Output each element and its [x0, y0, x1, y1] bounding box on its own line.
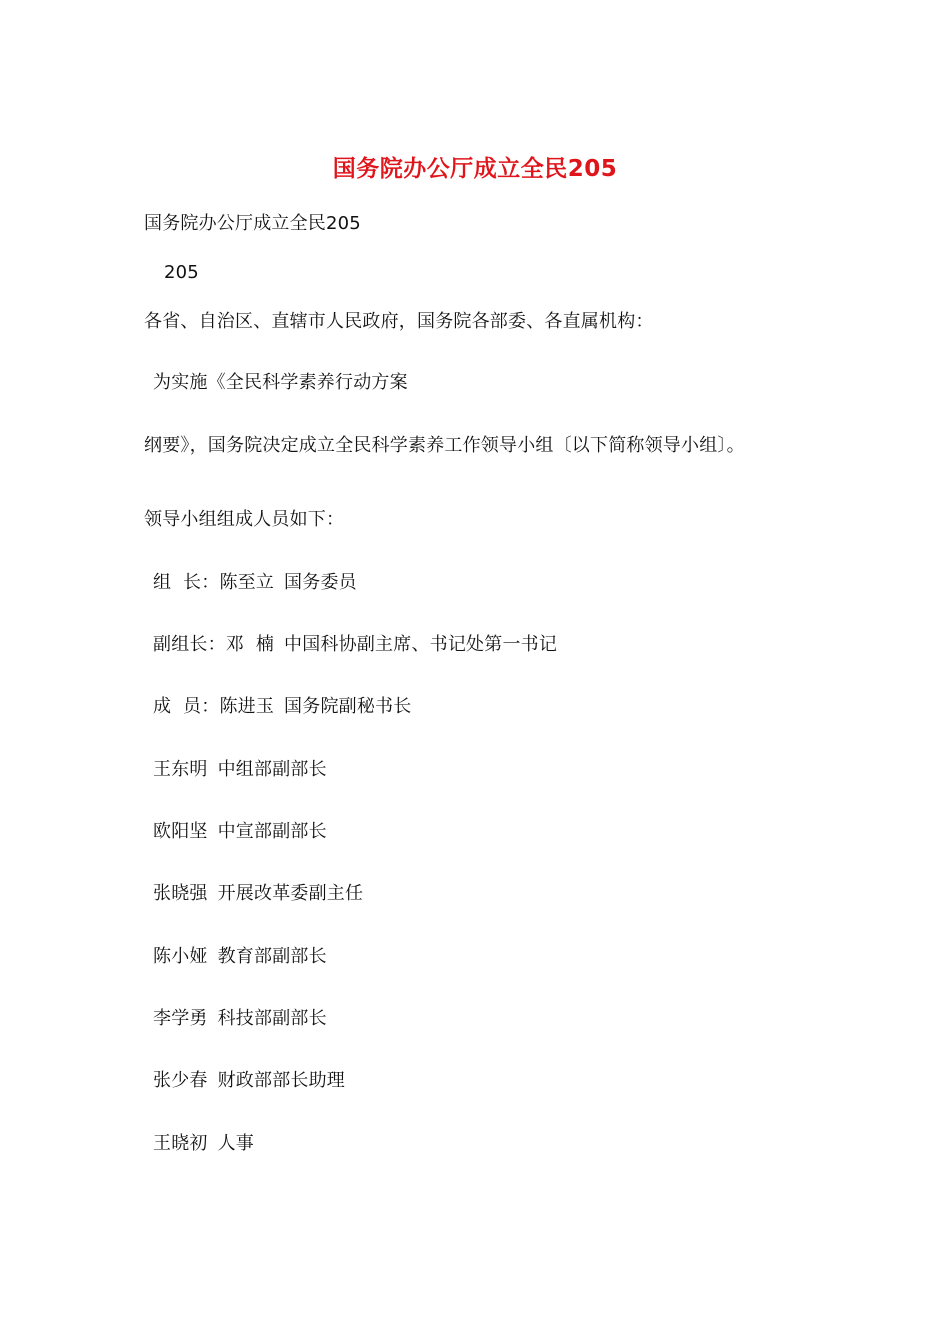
member-position: 财政部部长助理	[217, 1070, 346, 1091]
member-name: 李学勇	[153, 1008, 208, 1029]
member-name: 张少春	[153, 1070, 208, 1091]
body-paragraph-line-1: 为实施《全民科学素养行动方案	[153, 372, 408, 393]
member-name: 张晓强	[153, 883, 208, 904]
member-row	[153, 1007, 327, 1031]
member-position: 教育部副部长	[217, 946, 327, 967]
member-position: 开展改革委副主任	[217, 883, 364, 904]
member-name: 组 长：陈至立	[153, 572, 275, 593]
member-position: 国务院副秘书长	[284, 696, 412, 717]
addressee-line: 各省、自治区、直辖市人民政府，国务院各部委、各直属机构：	[144, 311, 654, 332]
document-title: 国务院办公厅成立全民205	[332, 156, 618, 182]
member-row	[153, 1069, 345, 1093]
member-row	[153, 882, 363, 906]
member-position: 中组部副部长	[217, 759, 327, 780]
member-name: 王东明	[153, 759, 208, 780]
member-row	[153, 945, 327, 969]
member-position: 中国科协副主席、书记处第一书记	[284, 634, 558, 655]
members-intro: 领导小组组成人员如下：	[144, 509, 345, 530]
member-row	[153, 633, 557, 657]
member-row	[153, 1132, 254, 1156]
body-paragraph-line-2: 纲要》，国务院决定成立全民科学素养工作领导小组〔以下简称领导小组〕。	[144, 435, 745, 456]
member-position: 科技部副部长	[217, 1008, 327, 1029]
member-name: 欧阳坚	[153, 821, 208, 842]
member-name: 王晓初	[153, 1133, 208, 1154]
member-row	[153, 695, 411, 719]
member-name: 成 员：陈进玉	[153, 696, 275, 717]
member-position: 国务委员	[284, 572, 357, 593]
member-position: 中宣部副部长	[217, 821, 327, 842]
document-subtitle: 国务院办公厅成立全民205	[144, 213, 361, 234]
member-row	[153, 820, 327, 844]
member-name: 副组长：邓 楠	[153, 634, 275, 655]
member-row	[153, 758, 327, 782]
document-number: 205	[164, 262, 199, 283]
member-position: 人事	[217, 1133, 255, 1154]
member-name: 陈小娅	[153, 946, 208, 967]
member-row	[153, 571, 357, 595]
